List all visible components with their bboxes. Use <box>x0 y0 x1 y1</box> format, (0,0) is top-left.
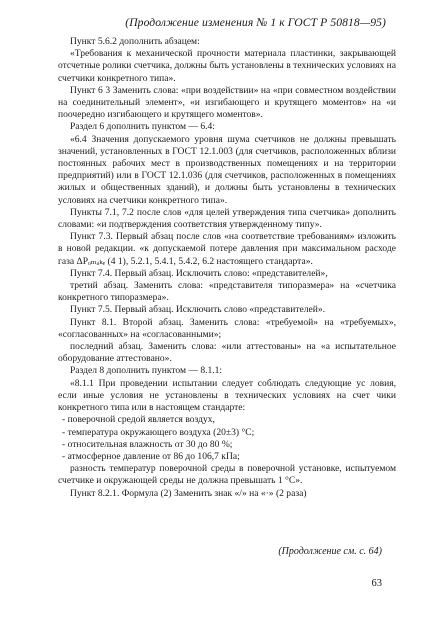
paragraph: Пункты 7.1, 7.2 после слов «для целей утверждения типа счетчика» дополнить словами: «и подтверждения соответствия утвержденному типу». <box>58 206 396 231</box>
document-body <box>58 36 396 500</box>
paragraph: «8.1.1 При проведении испытании следует соблюдать следующие ус ловия, если иные условия не установлены в технических условиях на счет чики конкретного типа или в настоящем стандарте: <box>58 377 396 414</box>
paragraph: Пункт 7.3. Первый абзац после слов «на соответствие требованиям» изложить в новой редакции. «к допускаемой потере давления при максимальном расходе газа ΔPₒₘₐₖₑ (4 1), 5.2.1, 5.4.1, 5.4.2, 6.2 настоящего стандарта». <box>58 231 396 267</box>
paragraph: Пункт 7.4. Первый абзац. Исключить слово: «представителей», <box>70 267 328 279</box>
paragraph: Пункт 8.2.1. Формула (2) Заменить знак «/» на «·» (2 раза) <box>70 487 307 499</box>
paragraph: Пункт 6 3 Заменить слова: «при воздействии» на «при совместном воздействии на соединительный элемент», «и изгибающего и крутящего моментов» на «и поочередно изгибающего и крутящего моментов». <box>58 84 396 121</box>
list-item: - атмосферное давление от 86 до 106,7 кПа; <box>62 450 240 462</box>
paragraph: Пункт 7.5. Первый абзац. Исключить слово «представителей». <box>70 304 326 316</box>
paragraph: третий абзац. Заменить слова: «представителя типоразмера» на «счетчика конкретного типоразмера». <box>58 280 396 304</box>
paragraph: последний абзац. Заменить слова: «или аттестованы» на «а испытательное оборудование аттестовано». <box>58 341 396 365</box>
list-item: - температура окружающего воздуха (20±3) °С; <box>62 426 255 438</box>
paragraph: «6.4 Значения допускаемого уровня шума счетчиков не должны превышать значений, установленных в ГОСТ 12.1.003 (для счетчиков, расположенных вблизи постоянных рабочих мест в производственных помещениях и на территории предприятий) или в ГОСТ 12.1.036 (для счетчиков, расположенных в помещениях жилых и общественных зданий), и должны быть установлены в технических условиях на счетчики конкретного типа». <box>58 133 396 206</box>
list-item: - относительная влажность от 30 до 80 %; <box>62 438 233 450</box>
list-item: - поверочной средой является воздух, <box>62 414 215 426</box>
continuation-note: (Продолжение см. с. 64) <box>278 546 382 557</box>
paragraph: Раздел 8 дополнить пунктом — 8.1.1: <box>70 365 223 377</box>
paragraph: «Требования к механической прочности материала пластинки, закрывающей отсчетные ролики счетчика, должны быть установлены в технических условиях на счетчики конкретного типа». <box>58 48 396 84</box>
paragraph: разность температур поверочной среды в поверочной установке, испытуемом счетчике и окружающей среды не должна превышать 1 °С». <box>58 463 396 487</box>
paragraph: Пункт 8.1. Второй абзац. Заменить слова: «требуемой» на «требуемых», «согласованных» на «согласованными»; <box>58 316 396 340</box>
page-header: (Продолжение изменения № 1 к ГОСТ Р 50818—95) <box>125 16 386 29</box>
page-number: 63 <box>371 578 382 589</box>
paragraph: Пункт 5.6.2 дополнить абзацем: <box>70 36 200 47</box>
paragraph: Раздел 6 дополнить пунктом — 6.4: <box>70 121 215 133</box>
